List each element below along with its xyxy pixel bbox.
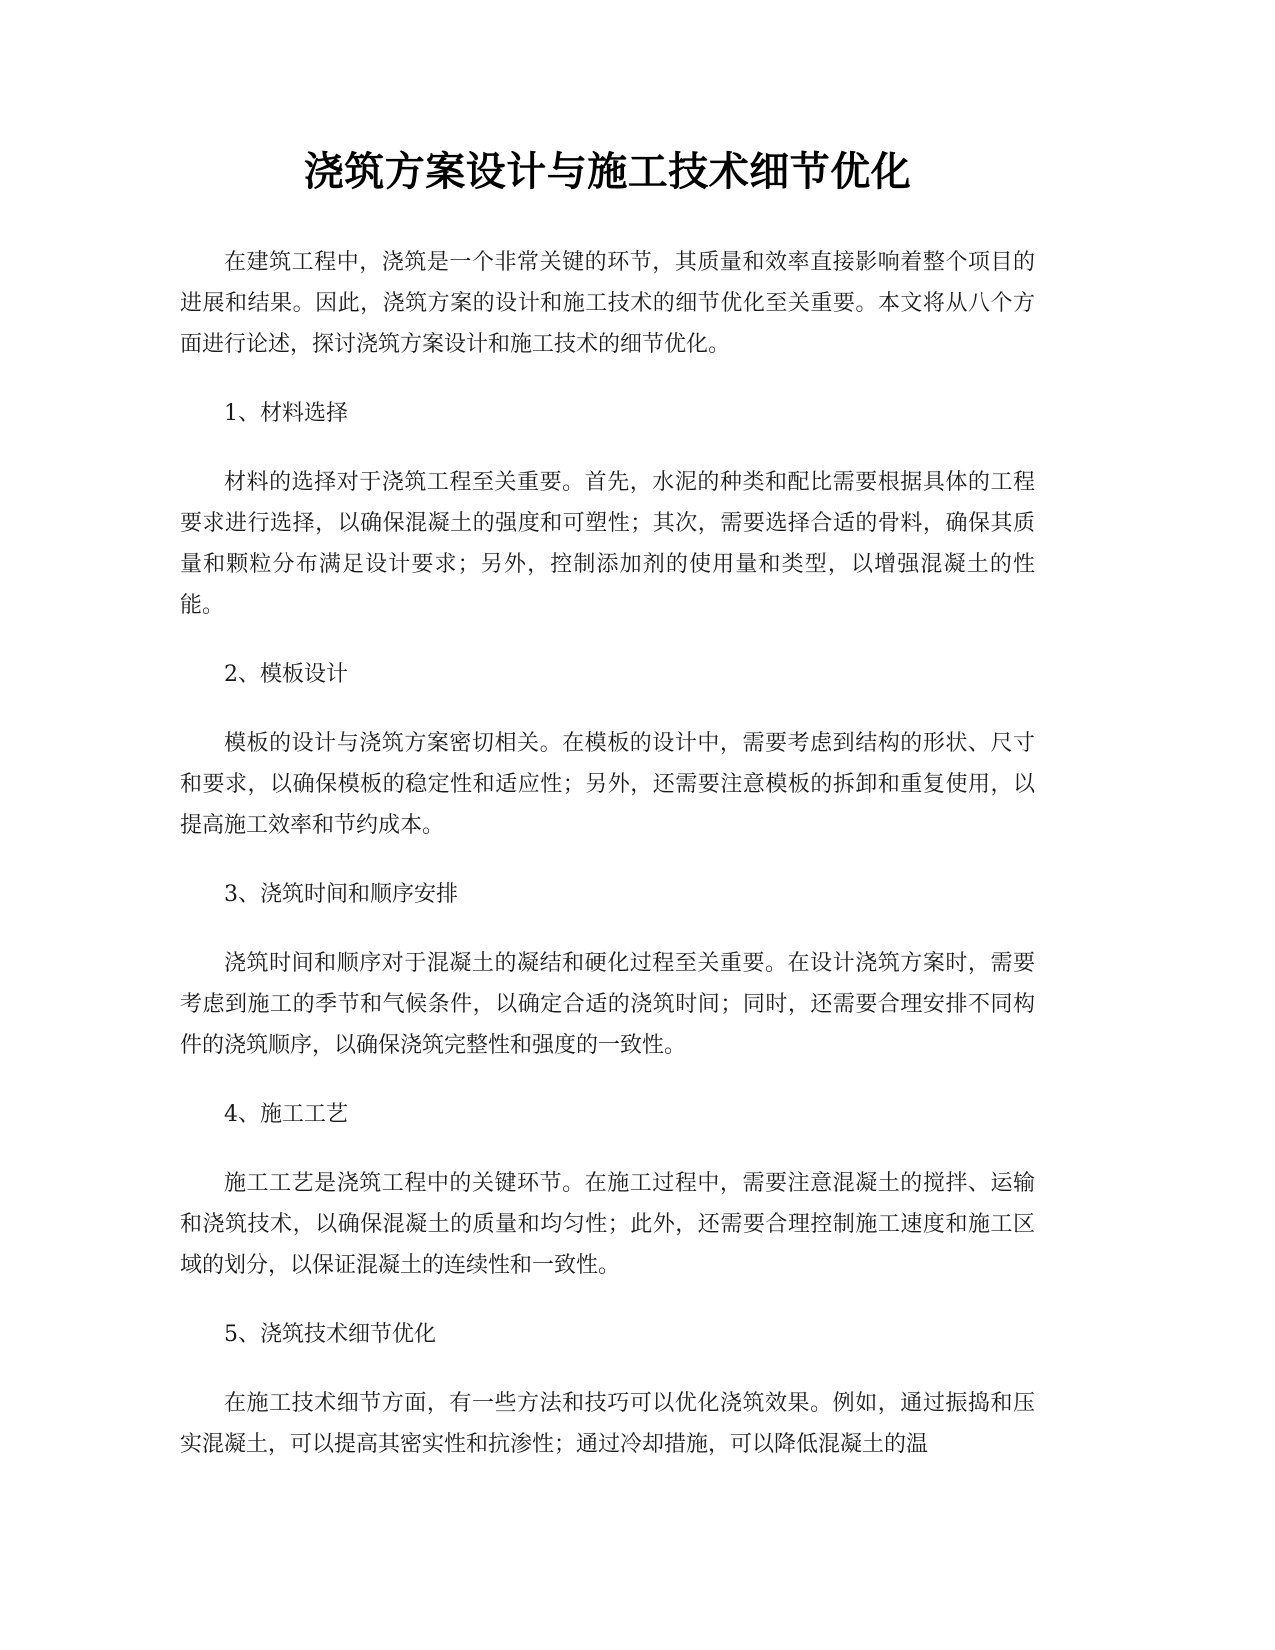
section-heading-process: 4、施工工艺 <box>224 1102 348 1127</box>
section-body-optimization: 在施工技术细节方面，有一些方法和技巧可以优化浇筑效果。例如，通过振捣和压实混凝土，可以提高其密实性和抗渗性；通过冷却措施，可以降低混凝土的温 <box>180 1391 1035 1457</box>
section-heading-schedule: 3、浇筑时间和顺序安排 <box>224 882 458 907</box>
section-heading-materials: 1、材料选择 <box>224 401 348 426</box>
document-content <box>180 140 1035 1493</box>
section-body-process: 施工工艺是浇筑工程中的关键环节。在施工过程中，需要注意混凝土的搅拌、运输和浇筑技术，以确保混凝土的质量和均匀性；此外，还需要合理控制施工速度和施工区域的划分，以保证混凝土的连续性和一致性。 <box>180 1171 1035 1278</box>
section-body-formwork: 模板的设计与浇筑方案密切相关。在模板的设计中，需要考虑到结构的形状、尺寸和要求，以确保模板的稳定性和适应性；另外，还需要注意模板的拆卸和重复使用，以提高施工效率和节约成本。 <box>180 731 1035 838</box>
section-heading-formwork: 2、模板设计 <box>224 662 348 687</box>
section-heading-optimization: 5、浇筑技术细节优化 <box>224 1322 436 1347</box>
document-title: 浇筑方案设计与施工技术细节优化 <box>303 149 912 195</box>
intro-paragraph: 在建筑工程中，浇筑是一个非常关键的环节，其质量和效率直接影响着整个项目的进展和结果。因此，浇筑方案的设计和施工技术的细节优化至关重要。本文将从八个方面进行论述，探讨浇筑方案设计和施工技术的细节优化。 <box>180 250 1035 357</box>
section-body-schedule: 浇筑时间和顺序对于混凝土的凝结和硬化过程至关重要。在设计浇筑方案时，需要考虑到施工的季节和气候条件，以确定合适的浇筑时间；同时，还需要合理安排不同构件的浇筑顺序，以确保浇筑完整性和强度的一致性。 <box>180 951 1035 1058</box>
section-body-materials: 材料的选择对于浇筑工程至关重要。首先，水泥的种类和配比需要根据具体的工程要求进行选择，以确保混凝土的强度和可塑性；其次，需要选择合适的骨料，确保其质量和颗粒分布满足设计要求；另外，控制添加剂的使用量和类型，以增强混凝土的性能。 <box>180 470 1035 618</box>
